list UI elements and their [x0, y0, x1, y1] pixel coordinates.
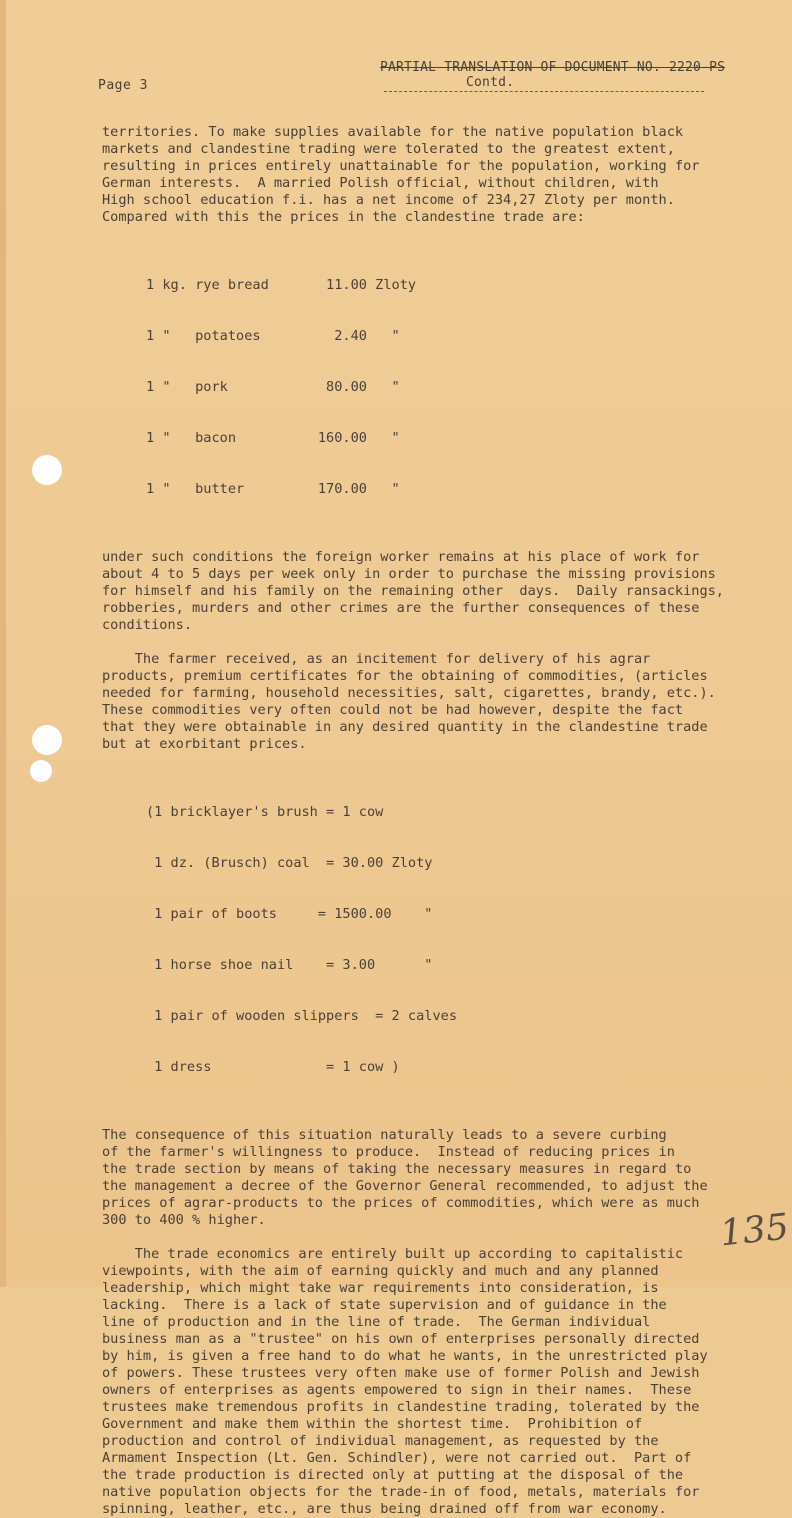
text-line: resulting in prices entirely unattainable for the population, working for [102, 158, 700, 174]
text-line: leadership, which might take war requirements into consideration, is [102, 1280, 659, 1296]
text-line: conditions. [102, 617, 193, 633]
text-line: of the farmer's willingness to produce. Instead of reducing prices in [102, 1144, 675, 1160]
document-header [380, 60, 740, 90]
text-line: native population objects for the trade-in of food, metals, materials for [102, 1484, 700, 1500]
paragraph-4 [102, 1127, 722, 1229]
barter-item: 1 pair of boots = 1500.00 " [146, 906, 433, 922]
text-line: robberies, murders and other crimes are the further consequences of these [102, 600, 700, 616]
price-item: 1 " potatoes 2.40 " [146, 328, 400, 344]
text-line: of powers. These trustees very often make use of former Polish and Jewish [102, 1365, 700, 1381]
text-line: that they were obtainable in any desired quantity in the clandestine trade [102, 719, 708, 735]
text-line: line of production and in the line of trade. The German individual [102, 1314, 651, 1330]
paragraph-2 [102, 549, 722, 634]
text-line: the trade section by means of taking the necessary measures in regard to [102, 1161, 692, 1177]
text-line: Government and make them within the shortest time. Prohibition of [102, 1416, 643, 1432]
page-edge [0, 0, 6, 1287]
text-line: markets and clandestine trading were tolerated to the greatest extent, [102, 141, 675, 157]
punch-hole-middle [32, 725, 62, 755]
paragraph-1 [102, 124, 722, 226]
text-line: owners of enterprises as agents empowered to sign in their names. These [102, 1382, 692, 1398]
punch-hole-bottom [30, 760, 52, 782]
text-line: The trade economics are entirely built up according to capitalistic [102, 1246, 684, 1262]
price-list [146, 243, 722, 532]
document-title: PARTIAL TRANSLATION OF DOCUMENT NO. 2220-PS [380, 60, 726, 75]
text-line: Armament Inspection (Lt. Gen. Schindler), were not carried out. Part of [102, 1450, 692, 1466]
punch-hole-top [32, 455, 62, 485]
text-line: needed for farming, household necessities, salt, cigarettes, brandy, etc.). [102, 685, 716, 701]
text-line: The farmer received, as an incitement for delivery of his agrar [102, 651, 651, 667]
continued-label: Contd. [466, 75, 515, 90]
text-line: under such conditions the foreign worker remains at his place of work for [102, 549, 700, 565]
text-line: about 4 to 5 days per week only in order to purchase the missing provisions [102, 566, 716, 582]
text-line: business man as a "trustee" on his own of enterprises personally directed [102, 1331, 700, 1347]
barter-item: 1 dz. (Brusch) coal = 30.00 Zloty [146, 855, 433, 871]
barter-item: (1 bricklayer's brush = 1 cow [146, 804, 384, 820]
text-line: Compared with this the prices in the clandestine trade are: [102, 209, 585, 225]
text-line: but at exorbitant prices. [102, 736, 307, 752]
price-item: 1 " butter 170.00 " [146, 481, 400, 497]
handwritten-page-number: 135 [718, 1206, 791, 1255]
text-line: spinning, leather, etc., are thus being drained off from war economy. [102, 1501, 667, 1517]
text-line: prices of agrar-products to the prices of commodities, which were as much [102, 1195, 700, 1211]
text-line: 300 to 400 % higher. [102, 1212, 266, 1228]
text-line: viewpoints, with the aim of earning quickly and much and any planned [102, 1263, 659, 1279]
header-underline [384, 91, 704, 92]
text-line: by him, is given a free hand to do what he wants, in the unrestricted play [102, 1348, 708, 1364]
text-line: production and control of individual management, as requested by the [102, 1433, 659, 1449]
text-line: These commodities very often could not be had however, despite the fact [102, 702, 684, 718]
text-line: High school education f.i. has a net income of 234,27 Zloty per month. [102, 192, 675, 208]
price-item: 1 " bacon 160.00 " [146, 430, 400, 446]
price-item: 1 " pork 80.00 " [146, 379, 400, 395]
barter-item: 1 pair of wooden slippers = 2 calves [146, 1008, 457, 1024]
text-line: The consequence of this situation naturally leads to a severe curbing [102, 1127, 667, 1143]
text-line: German interests. A married Polish official, without children, with [102, 175, 659, 191]
text-line: for himself and his family on the remaining other days. Daily ransackings, [102, 583, 724, 599]
text-line: territories. To make supplies available for the native population black [102, 124, 684, 140]
text-line: lacking. There is a lack of state supervision and of guidance in the [102, 1297, 667, 1313]
text-line: trustees make tremendous profits in clandestine trading, tolerated by the [102, 1399, 700, 1415]
page-number: Page 3 [98, 78, 148, 93]
price-item: 1 kg. rye bread 11.00 Zloty [146, 277, 417, 293]
barter-item: 1 horse shoe nail = 3.00 " [146, 957, 433, 973]
text-line: the management a decree of the Governor General recommended, to adjust the [102, 1178, 708, 1194]
document-body [102, 124, 722, 1518]
barter-item: 1 dress = 1 cow ) [146, 1059, 400, 1075]
text-line: products, premium certificates for the obtaining of commodities, (articles [102, 668, 708, 684]
paragraph-3 [102, 651, 722, 753]
text-line: the trade production is directed only at putting at the disposal of the [102, 1467, 684, 1483]
barter-list [146, 770, 722, 1110]
